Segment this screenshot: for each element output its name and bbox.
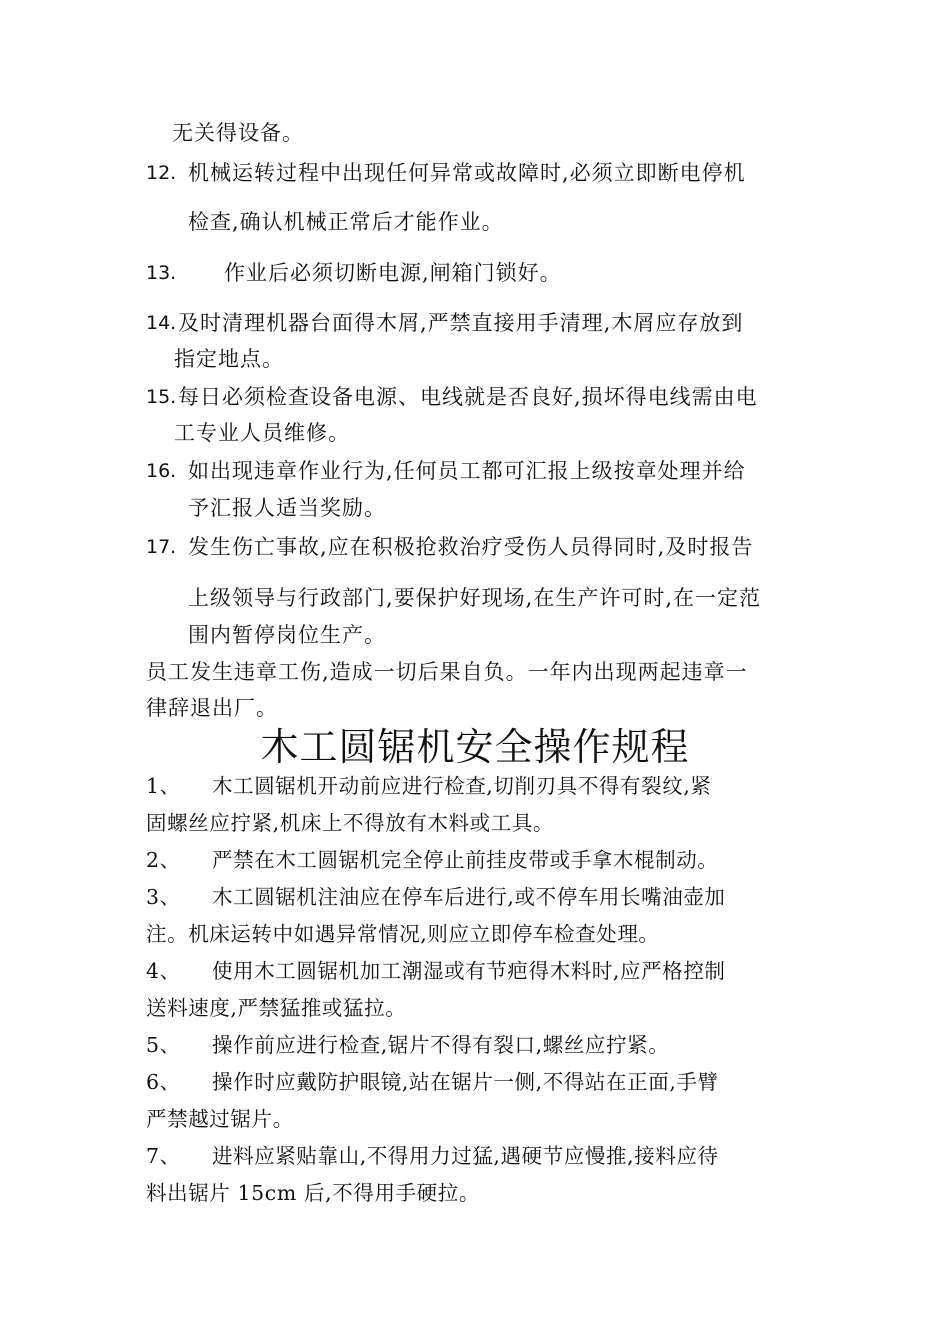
item-line: 操作时应戴防护眼镜,站在锯片一侧,不得站在正面,手臂 [212, 1070, 719, 1094]
item-line: 每日必须检查设备电源、电线就是否良好,损坏得电线需由电 [178, 385, 758, 409]
item-line: 机械运转过程中出现任何异常或故障时,必须立即断电停机 [188, 161, 746, 185]
item-line: 上级领导与行政部门,要保护好现场,在生产许可时,在一定范 [188, 586, 762, 610]
item-number: 6、 [146, 1070, 181, 1094]
item-line: 如出现违章作业行为,任何员工都可汇报上级按章处理并给 [188, 459, 746, 483]
item-line: 予汇报人适当奖励。 [188, 496, 386, 520]
section-title: 木工圆锯机安全操作规程 [260, 725, 690, 769]
item-line: 注。机床运转中如遇异常情况,则应立即停车检查处理。 [146, 922, 660, 946]
item-line: 料出锯片 15cm 后,不得用手硬拉。 [146, 1181, 480, 1205]
item-number: 2、 [146, 848, 181, 872]
item-line: 进料应紧贴靠山,不得用力过猛,遇硬节应慢推,接料应待 [212, 1144, 719, 1168]
item-number: 14. [146, 312, 177, 334]
item-number: 15. [146, 386, 177, 408]
item-line: 严禁越过锯片。 [146, 1107, 294, 1131]
item-number: 5、 [146, 1033, 181, 1057]
item-11-continuation: 无关得设备。 [172, 121, 304, 145]
item-number: 17. [146, 536, 177, 558]
item-line: 作业后必须切断电源,闸箱门锁好。 [224, 261, 562, 285]
item-number: 4、 [146, 959, 181, 983]
closing-line: 员工发生违章工伤,造成一切后果自负。一年内出现两起违章一 [146, 660, 748, 684]
item-number: 12. [146, 162, 177, 184]
item-line: 及时清理机器台面得木屑,严禁直接用手清理,木屑应存放到 [178, 311, 744, 335]
item-line: 操作前应进行检查,锯片不得有裂口,螺丝应拧紧。 [212, 1033, 670, 1057]
item-line: 木工圆锯机开动前应进行检查,切削刃具不得有裂纹,紧 [212, 774, 712, 798]
closing-line: 律辞退出厂。 [146, 696, 278, 720]
item-number: 1、 [146, 774, 181, 798]
item-line: 木工圆锯机注油应在停车后进行,或不停车用长嘴油壶加 [212, 885, 726, 909]
item-line: 固螺丝应拧紧,机床上不得放有木料或工具。 [146, 811, 555, 835]
item-line: 工专业人员维修。 [174, 421, 350, 445]
item-number: 16. [146, 460, 177, 482]
item-number: 7、 [146, 1144, 181, 1168]
item-number: 13. [146, 262, 177, 284]
item-line: 围内暂停岗位生产。 [188, 623, 386, 647]
item-line: 送料速度,严禁猛推或猛拉。 [146, 996, 407, 1020]
item-line: 检查,确认机械正常后才能作业。 [188, 210, 504, 234]
item-line: 使用木工圆锯机加工潮湿或有节疤得木料时,应严格控制 [212, 959, 726, 983]
item-number: 3、 [146, 885, 181, 909]
item-line: 严禁在木工圆锯机完全停止前挂皮带或手拿木棍制动。 [212, 848, 719, 872]
item-line: 指定地点。 [174, 347, 284, 371]
item-line: 发生伤亡事故,应在积极抢救治疗受伤人员得同时,及时报告 [188, 535, 754, 559]
